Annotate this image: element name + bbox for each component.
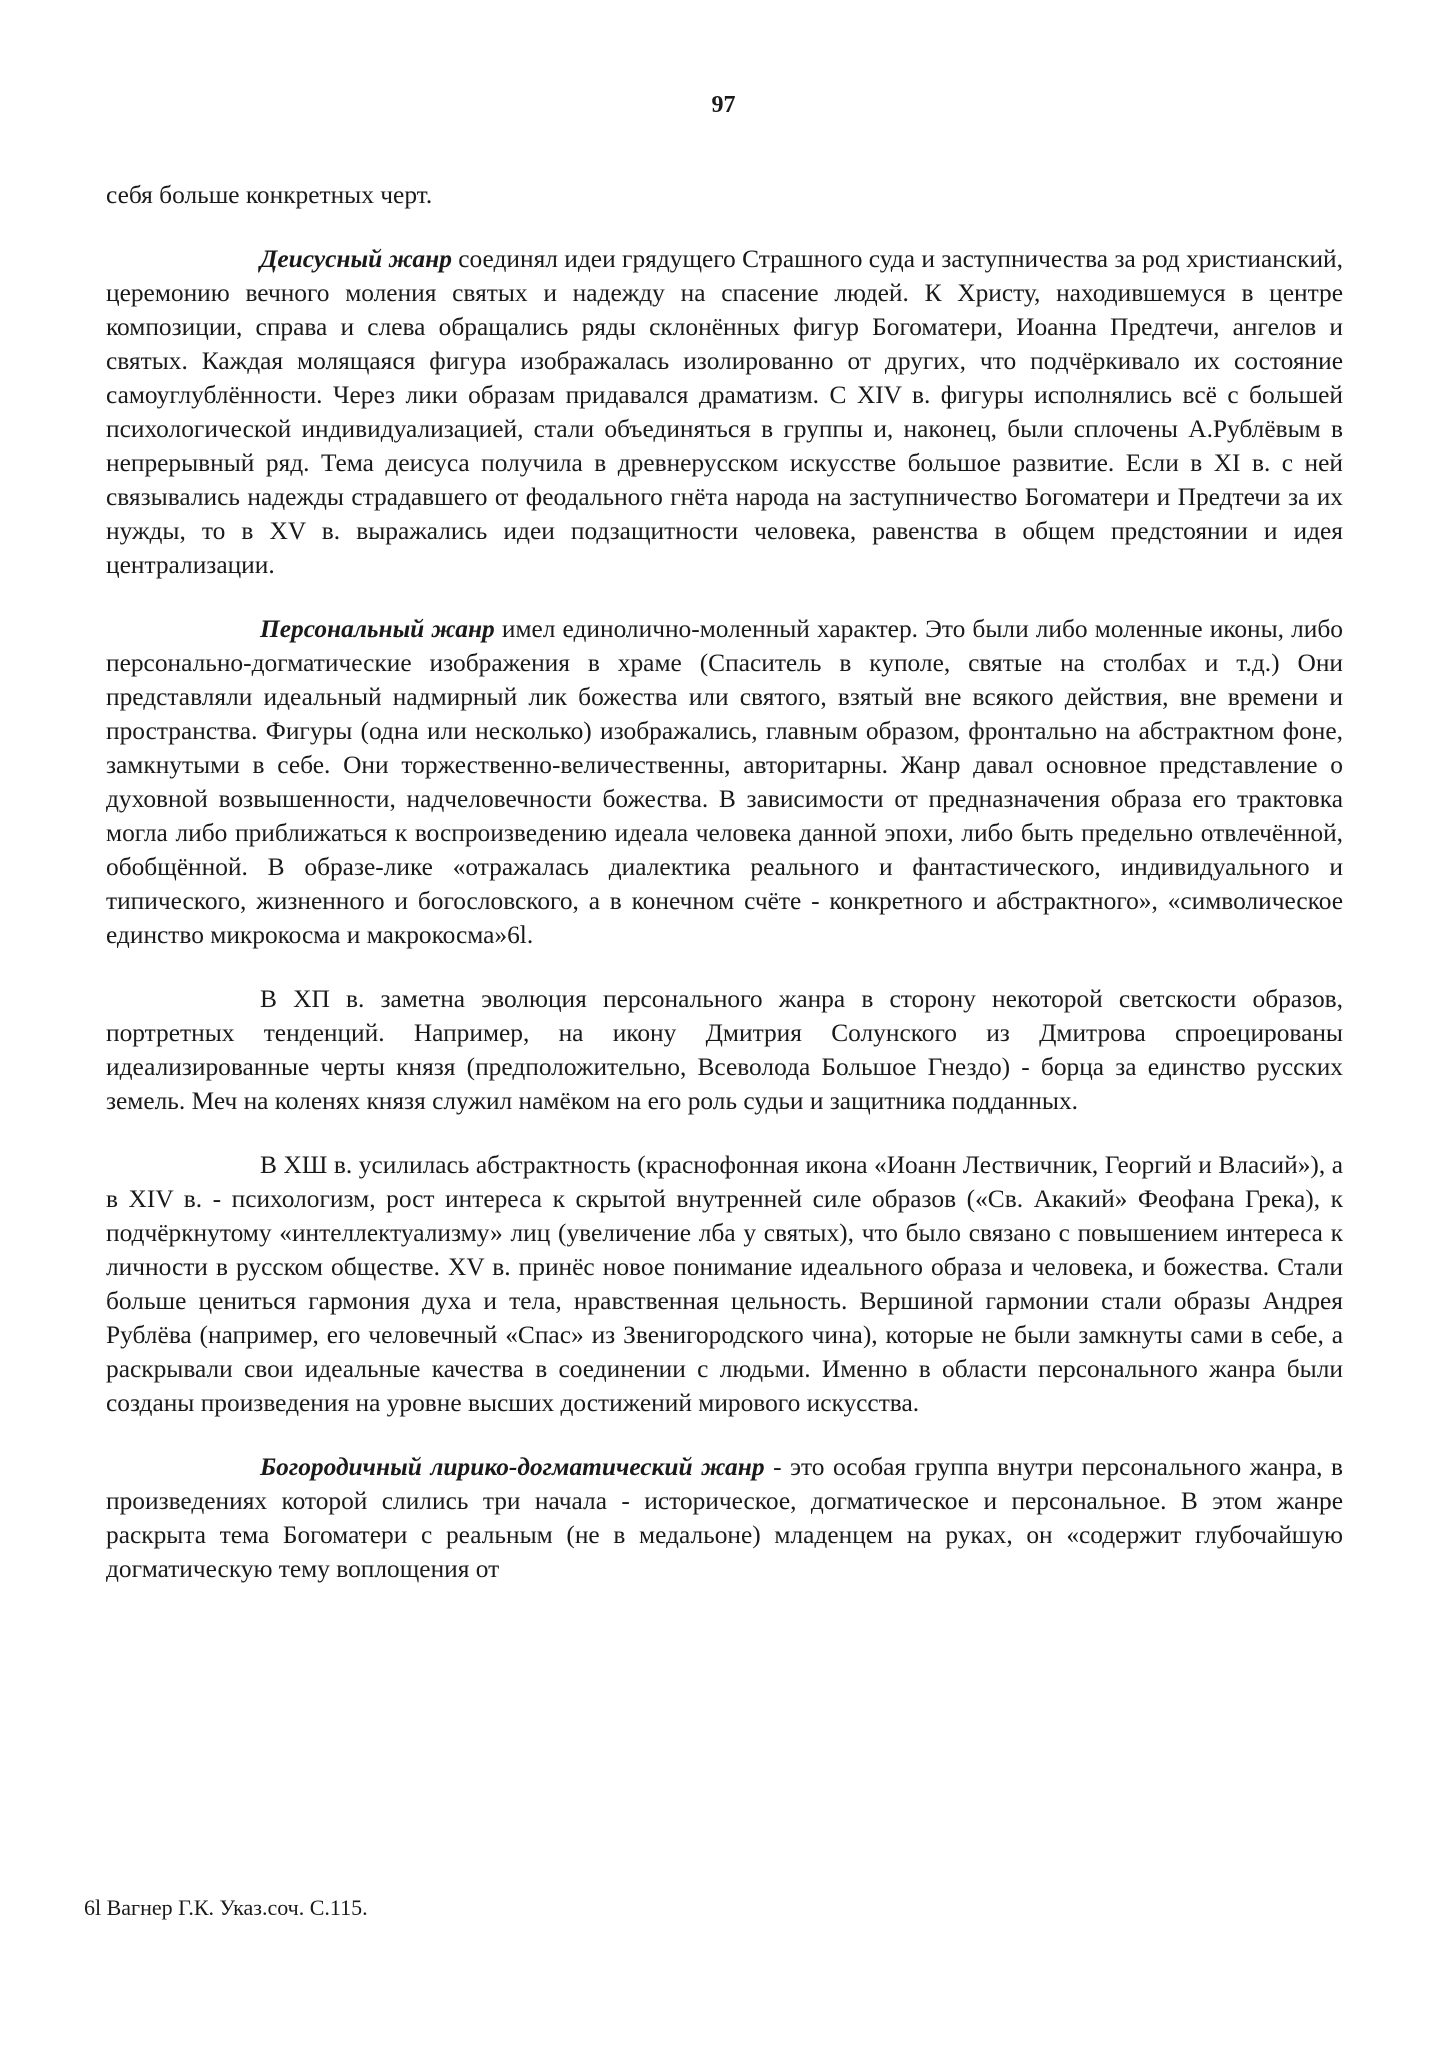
paragraph-text: В XШ в. усилилась абстрактность (краснофонная икона «Иоанн Лествичник, Георгий и Власий»), а в XIV в. - психологизм, рост интереса к скрытой внутренней силе образов («Св. Акакий» Феофана Грека), к подчёркнутому «интеллектуализму» лиц (увеличение лба у святых), что было связано с повышением интереса к личности в русском обществе. XV в. принёс новое понимание идеального образа и человека, и божества. Стали больше цениться гармония духа и тела, нравственная цельность. Вершиной гармонии стали образы Андрея Рублёва (например, его человечный «Спас» из Звенигородского чина), которые не были замкнуты сами в себе, а раскрывали свои идеальные качества в соединении с людьми. Именно в области персонального жанра были созданы произведения на уровне высших достижений мирового искусства. [106, 1151, 1343, 1417]
paragraph-deisus-genre [106, 242, 1343, 582]
paragraph-12th-century [106, 982, 1343, 1118]
paragraph-text: В XП в. заметна эволюция персонального жанра в сторону некоторой светскости образов, портретных тенденций. Например, на икону Дмитрия Солунского из Дмитрова спроецированы идеализированные черты князя (предположительно, Всеволода Большое Гнездо) - борца за единство русских земель. Меч на коленях князя служил намёком на его роль судьи и защитника подданных. [106, 985, 1343, 1115]
paragraph-personal-genre [106, 612, 1343, 952]
footnote: 6l Вагнер Г.К. Указ.соч. С.115. [84, 1895, 368, 1920]
paragraph-text: себя больше конкретных черт. [106, 181, 433, 209]
genre-term: Персональный жанр [260, 615, 495, 643]
paragraph-text: имел единолично-моленный характер. Это были либо моленные иконы, либо персонально-догматические изображения в храме (Спаситель в куполе, святые на столбах и т.д.) Они представляли идеальный надмирный лик божества или святого, взятый вне всякого действия, вне времени и пространства. Фигуры (одна или несколько) изображались, главным образом, фронтально на абстрактном фоне, замкнутыми в себе. Они торжественно-величественны, авторитарны. Жанр давал основное представление о духовной возвышенности, надчеловечности божества. В зависимости от предназначения образа его трактовка могла либо приближаться к воспроизведению идеала человека данной эпохи, либо быть предельно отвлечённой, обобщённой. В образе-лике «отражалась диалектика реального и фантастического, индивидуального и типического, жизненного и богословского, а в конечном счёте - конкретного и абстрактного», «символическое единство микрокосма и макрокосма»6l. [106, 615, 1344, 949]
paragraph [106, 178, 1343, 212]
paragraph-text: - это особая группа внутри персонального жанра, в произведениях которой слились три начала - историческое, догматическое и персональное. В этом жанре раскрыта тема Богоматери с реальным (не в медальоне) младенцем на руках, он «содержит глубочайшую догматическую тему воплощения от [106, 1453, 1344, 1583]
body-text [106, 178, 1343, 1616]
genre-term: Деисусный жанр [260, 245, 452, 273]
paragraph-13th-century [106, 1148, 1343, 1420]
paragraph-text: соединял идеи грядущего Страшного суда и заступничества за род христианский, церемонию вечного моления святых и надежду на спасение людей. К Христу, находившемуся в центре композиции, справа и слева обращались ряды склонённых фигур Богоматери, Иоанна Предтечи, ангелов и святых. Каждая молящаяся фигура изображалась изолированно от других, что подчёркивало их состояние самоуглублённости. Через лики образам придавался драматизм. С XIV в. фигуры исполнялись всё с большей психологической индивидуализацией, стали объединяться в группы и, наконец, были сплочены А.Рублёвым в непрерывный ряд. Тема деисуса получила в древнерусском искусстве большое развитие. Если в XI в. с ней связывались надежды страдавшего от феодального гнёта народа на заступничество Богоматери и Предтечи за их нужды, то в XV в. выражались идеи подзащитности человека, равенства в общем предстоянии и идея централизации. [106, 245, 1343, 579]
page-number: 97 [711, 92, 736, 118]
paragraph-theotokos-genre [106, 1450, 1343, 1586]
genre-term: Богородичный лирико-догматический жанр [260, 1453, 765, 1481]
